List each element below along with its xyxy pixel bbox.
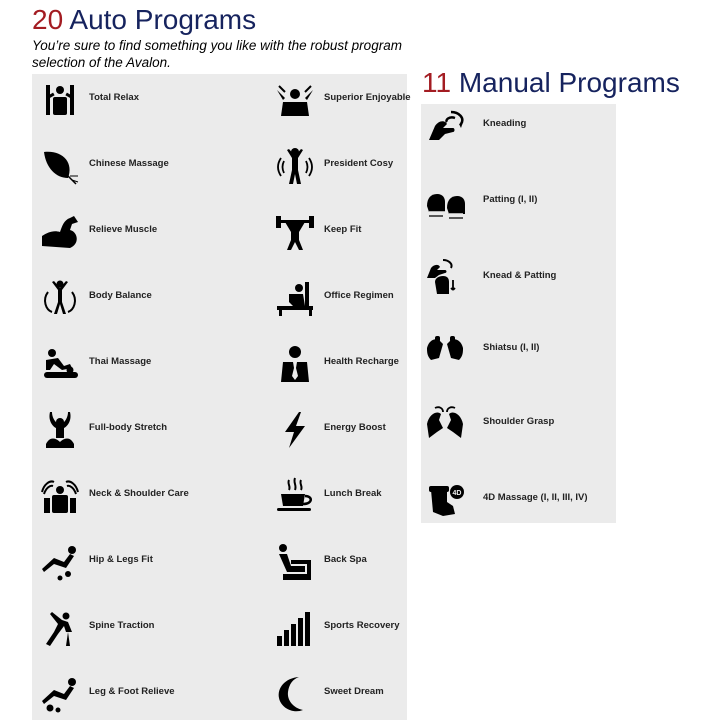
program-label: Relieve Muscle xyxy=(89,224,158,235)
flexed-bicep-icon xyxy=(40,212,80,252)
program-label: Thai Massage xyxy=(89,356,152,367)
program-label: Back Spa xyxy=(324,554,367,565)
program-label: Leg & Foot Relieve xyxy=(89,686,175,697)
manual-programs-title xyxy=(422,67,680,99)
crescent-moon-icon xyxy=(275,674,315,714)
leaf-icon xyxy=(40,146,80,186)
program-label: Lunch Break xyxy=(324,488,382,499)
program-label: Chinese Massage xyxy=(89,158,169,169)
vibrating-person-icon xyxy=(275,146,315,186)
manual-program-label: 4D Massage (I, II, III, IV) xyxy=(483,492,588,503)
program-label: Sweet Dream xyxy=(324,686,384,697)
program-label: Office Regimen xyxy=(324,290,394,301)
auto-programs-heading: Auto Programs xyxy=(69,4,257,35)
lightning-bolt-icon xyxy=(275,410,315,450)
manual-program-label: Shiatsu (I, II) xyxy=(483,342,540,353)
manual-program-label: Patting (I, II) xyxy=(483,194,538,205)
manual-program-label: Kneading xyxy=(483,118,527,129)
program-label: Total Relax xyxy=(89,92,139,103)
program-label: Superior Enjoyable xyxy=(324,92,411,103)
office-desk-icon xyxy=(275,278,315,318)
program-label: Full-body Stretch xyxy=(89,422,168,433)
program-label: Spine Traction xyxy=(89,620,155,631)
shiatsu-thumbs-icon xyxy=(425,330,465,370)
program-label: Keep Fit xyxy=(324,224,362,235)
4d-badge-text: 4D xyxy=(452,490,462,497)
shoulder-massage-icon xyxy=(275,80,315,120)
program-label: Health Recharge xyxy=(324,356,399,367)
thai-massage-icon xyxy=(40,344,80,384)
program-label: Body Balance xyxy=(89,290,152,301)
businessman-icon xyxy=(275,344,315,384)
coffee-cup-icon xyxy=(275,476,315,516)
manual-programs-heading: Manual Programs xyxy=(458,67,680,98)
weightlifter-icon xyxy=(275,212,315,252)
balance-person-icon xyxy=(40,278,80,318)
auto-programs-title xyxy=(32,4,256,36)
manual-program-label: Knead & Patting xyxy=(483,270,557,281)
program-label: Neck & Shoulder Care xyxy=(89,488,189,499)
program-label: Sports Recovery xyxy=(324,620,400,631)
4d-hand-icon xyxy=(425,480,465,520)
meditation-icon xyxy=(40,410,80,450)
armchair-icon xyxy=(275,542,315,582)
arms-raised-person-icon xyxy=(40,80,80,120)
manual-programs-panel xyxy=(421,104,616,523)
neck-shoulder-icon xyxy=(40,476,80,516)
manual-programs-count: 11 xyxy=(422,67,452,98)
knead-patting-icon xyxy=(425,258,465,298)
stretching-person-icon xyxy=(40,608,80,648)
auto-programs-count: 20 xyxy=(32,4,64,35)
program-label: Hip & Legs Fit xyxy=(89,554,153,565)
patting-fists-icon xyxy=(425,182,465,222)
program-label: President Cosy xyxy=(324,158,394,169)
manual-program-label: Shoulder Grasp xyxy=(483,416,555,427)
reclining-legs-icon xyxy=(40,542,80,582)
program-label: Energy Boost xyxy=(324,422,386,433)
signal-bars-icon xyxy=(275,608,315,648)
auto-programs-subtitle: You’re sure to find something you like with the robust program selection of the Avalon. xyxy=(32,38,402,70)
auto-programs-panel xyxy=(32,74,411,720)
shoulder-grasp-icon xyxy=(425,404,465,444)
kneading-hand-icon xyxy=(425,106,465,146)
reclining-foot-icon xyxy=(40,674,80,714)
